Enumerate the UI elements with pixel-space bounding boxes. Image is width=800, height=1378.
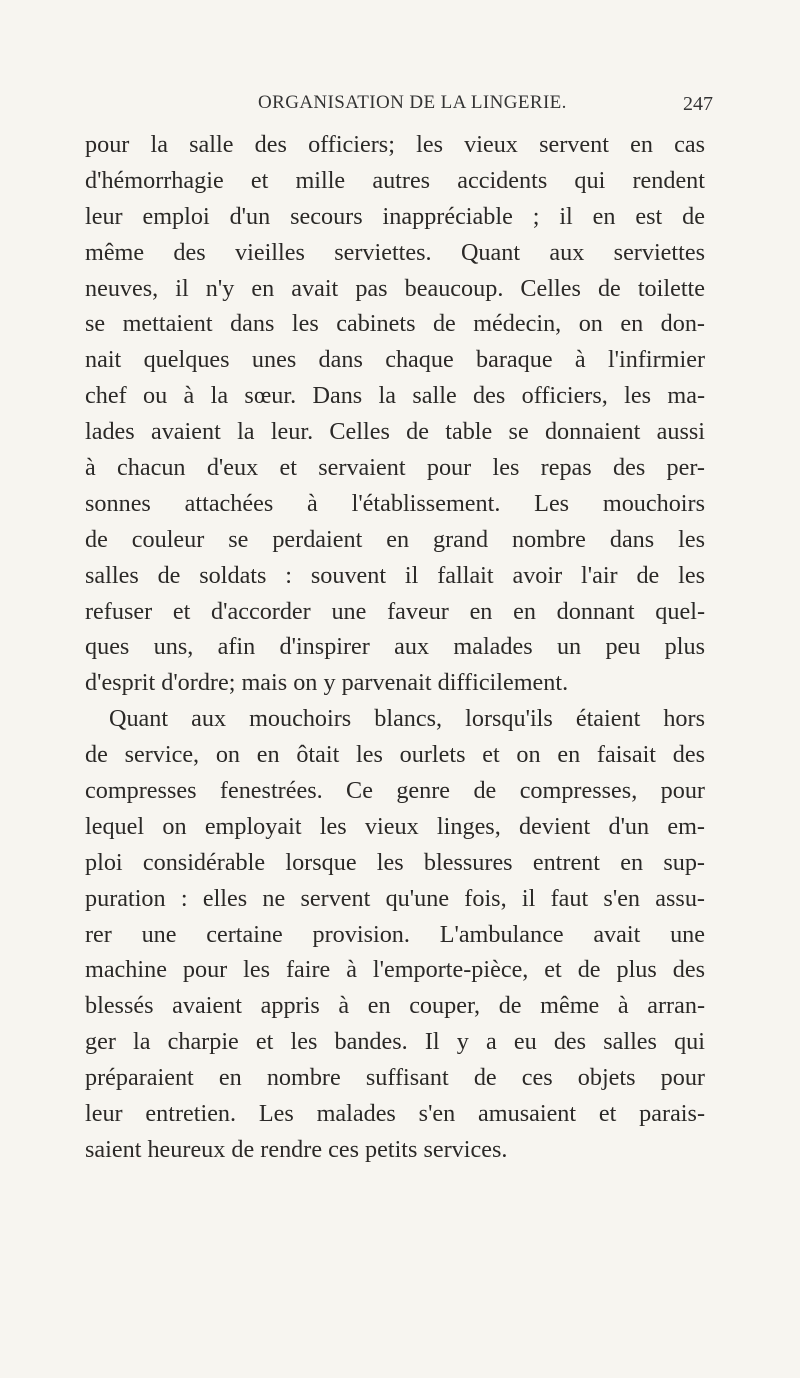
text-line: machine pour les faire à l'emporte-pièce, et de plus des	[85, 956, 705, 984]
text-line: refuser et d'accorder une faveur en en donnant quel-	[85, 597, 705, 625]
text-line: saient heureux de rendre ces petits services.	[85, 1135, 508, 1163]
text-line: même des vieilles serviettes. Quant aux serviettes	[85, 238, 705, 266]
text-line: de couleur se perdaient en grand nombre dans les	[85, 525, 705, 553]
body-text	[85, 127, 705, 1168]
chapter-title: ORGANISATION DE LA LINGERIE.	[258, 92, 567, 113]
text-line: préparaient en nombre suffisant de ces objets pour	[85, 1064, 705, 1092]
text-line: de service, on en ôtait les ourlets et on en faisait des	[85, 741, 705, 769]
text-line: pour la salle des officiers; les vieux servent en cas	[85, 131, 705, 158]
paragraph-first-line: Quant aux mouchoirs blancs, lorsqu'ils étaient hors	[109, 705, 705, 733]
text-line: d'esprit d'ordre; mais on y parvenait difficilement.	[85, 669, 569, 697]
text-line: blessés avaient appris à en couper, de même à arran-	[85, 992, 705, 1020]
text-line: leur emploi d'un secours inappréciable ; il en est de	[85, 202, 705, 230]
text-line: neuves, il n'y en avait pas beaucoup. Celles de toilette	[85, 274, 705, 302]
running-header	[0, 92, 800, 122]
text-line: ploi considérable lorsque les blessures entrent en sup-	[85, 848, 705, 876]
text-line: rer une certaine provision. L'ambulance avait une	[85, 920, 705, 948]
text-line: nait quelques unes dans chaque baraque à l'infirmier	[85, 346, 705, 374]
text-line: se mettaient dans les cabinets de médecin, on en don-	[85, 310, 705, 338]
text-line: sonnes attachées à l'établissement. Les mouchoirs	[85, 489, 705, 517]
text-line: ques uns, afin d'inspirer aux malades un peu plus	[85, 633, 705, 661]
text-line: lequel on employait les vieux linges, devient d'un em-	[85, 812, 705, 840]
text-line: lades avaient la leur. Celles de table se donnaient aussi	[85, 418, 705, 446]
text-line: puration : elles ne servent qu'une fois, il faut s'en assu-	[85, 884, 705, 912]
text-line: chef ou à la sœur. Dans la salle des officiers, les ma-	[85, 382, 705, 410]
page-number: 247	[683, 93, 713, 115]
text-line: salles de soldats : souvent il fallait avoir l'air de les	[85, 561, 705, 589]
text-line: d'hémorrhagie et mille autres accidents qui rendent	[85, 166, 705, 194]
text-line: ger la charpie et les bandes. Il y a eu des salles qui	[85, 1028, 705, 1056]
text-line: compresses fenestrées. Ce genre de compresses, pour	[85, 777, 705, 805]
text-line: à chacun d'eux et servaient pour les repas des per-	[85, 454, 705, 482]
text-line: leur entretien. Les malades s'en amusaient et parais-	[85, 1100, 705, 1128]
